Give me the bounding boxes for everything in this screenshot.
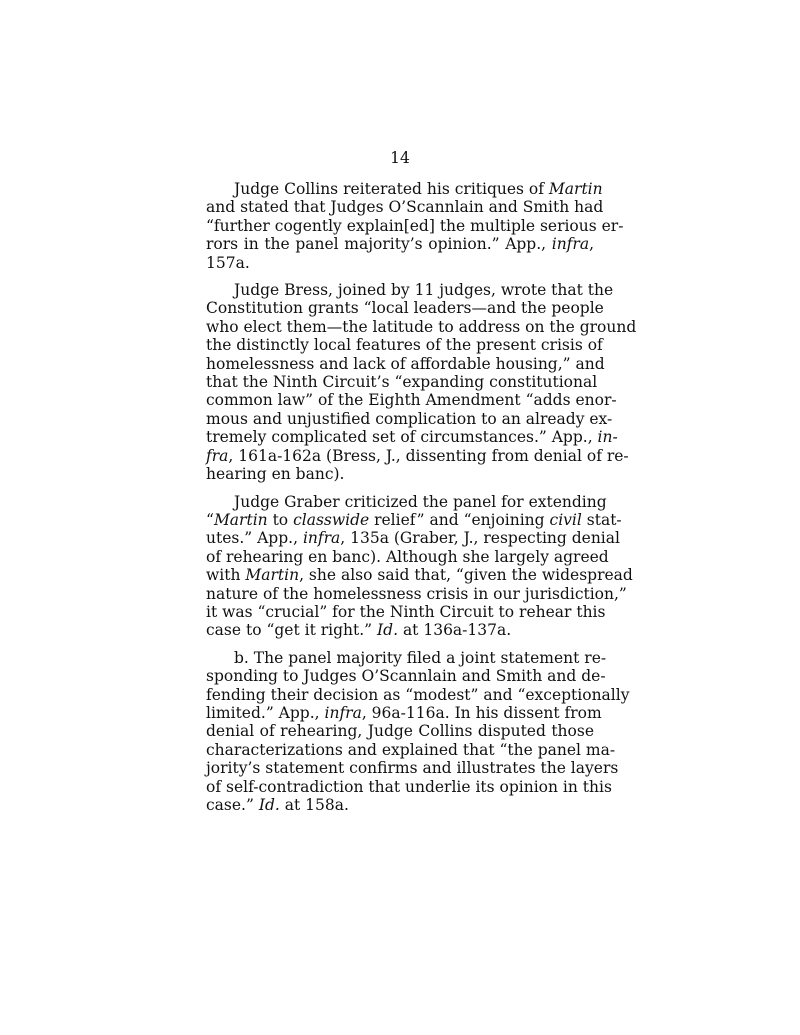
text-run: denial of rehearing, Judge Collins disputed those <box>206 722 594 741</box>
text-run: , <box>589 235 594 254</box>
text-run: hearing en banc). <box>206 465 345 484</box>
text-line <box>206 409 613 428</box>
text-run: to <box>267 510 294 529</box>
text-run: characterizations and explained that “the panel ma- <box>206 740 616 759</box>
text-run: , 96a-116a. In his dissent from <box>361 703 602 722</box>
text-line <box>206 621 594 639</box>
text-line <box>206 602 606 621</box>
italic-run: infra <box>302 529 341 548</box>
text-line <box>206 796 594 814</box>
text-run: relief” and “enjoining <box>369 510 550 529</box>
text-line <box>206 722 594 740</box>
text-run: the distinctly local features of the present crisis of <box>206 336 603 355</box>
italic-run: in- <box>597 428 618 447</box>
text-run: limited.” App., <box>206 703 325 722</box>
text-run: jority’s statement confirms and illustrates the layers <box>206 759 619 778</box>
page-number: 14 <box>390 149 410 167</box>
text-run: 157a. <box>206 253 250 272</box>
text-line <box>206 281 614 300</box>
text-run: at 158a. <box>279 796 349 814</box>
text-line <box>206 254 594 272</box>
body-text <box>206 180 637 823</box>
text-run: , she also said that, “given the widespread <box>299 566 633 585</box>
italic-run: classwide <box>293 510 370 529</box>
text-line <box>206 777 612 796</box>
text-run: case.” <box>206 796 259 814</box>
text-line <box>206 566 633 585</box>
text-line <box>206 584 627 603</box>
text-run: utes.” App., <box>206 529 303 548</box>
text-run: common law” of the Eighth Amendment “adds enor- <box>206 391 617 410</box>
text-line <box>206 667 606 686</box>
text-line <box>206 391 617 410</box>
text-line <box>206 648 607 667</box>
text-line <box>206 446 629 465</box>
text-line <box>206 235 594 253</box>
text-line <box>206 216 624 235</box>
paragraph <box>206 648 630 815</box>
text-run: with <box>206 566 246 585</box>
text-run: “ <box>206 510 214 529</box>
text-line <box>206 317 637 336</box>
text-run: of self-contradiction that underlie its opinion in this <box>206 777 612 796</box>
text-run: sponding to Judges O’Scannlain and Smith and de- <box>206 667 606 686</box>
paragraph <box>206 180 624 272</box>
text-line <box>206 759 619 778</box>
italic-run: Martin <box>548 180 603 198</box>
text-run: who elect them—the latitude to address on the ground <box>206 317 637 336</box>
text-run: nature of the homelessness crisis in our jurisdiction,” <box>206 584 627 603</box>
text-run: it was “crucial” for the Ninth Circuit to rehear this <box>206 602 606 621</box>
text-line <box>206 428 618 447</box>
text-line <box>206 373 598 392</box>
paragraph <box>206 492 633 640</box>
text-line <box>206 703 602 722</box>
text-run: Judge Bress, joined by 11 judges, wrote that the <box>234 281 614 300</box>
text-run: “further cogently explain[ed] the multiple serious er- <box>206 216 624 235</box>
italic-run: Martin <box>245 566 300 585</box>
text-run: tremely complicated set of circumstances.” App., <box>206 428 598 447</box>
text-line <box>206 180 603 198</box>
text-line <box>206 465 594 483</box>
text-line <box>206 299 604 318</box>
italic-run: fra <box>206 446 229 465</box>
text-run: mous and unjustified complication to an already ex- <box>206 409 613 428</box>
text-line <box>206 510 622 529</box>
text-run: Judge Collins reiterated his critiques of <box>234 180 549 198</box>
text-run: stat- <box>581 510 622 529</box>
italic-run: Id. <box>377 621 399 640</box>
text-run: and stated that Judges O’Scannlain and Smith had <box>206 198 604 217</box>
text-run: homelessness and lack of affordable housing,” and <box>206 354 605 373</box>
text-line <box>206 740 616 759</box>
italic-run: Martin <box>213 510 268 529</box>
text-run: Judge Graber criticized the panel for extending <box>234 492 607 511</box>
italic-run: civil <box>549 510 582 529</box>
text-run: fending their decision as “modest” and “exceptionally <box>206 685 630 704</box>
text-run: rors in the panel majority’s opinion.” App., <box>206 235 552 254</box>
text-line <box>206 529 620 548</box>
text-run: Constitution grants “local leaders—and the people <box>206 299 604 318</box>
italic-run: Id. <box>258 796 280 814</box>
text-line <box>206 354 605 373</box>
text-line <box>206 547 609 566</box>
text-run: at 136a-137a. <box>398 621 512 640</box>
text-line <box>206 685 630 704</box>
text-run: of rehearing en banc). Although she largely agreed <box>206 547 609 566</box>
text-run: that the Ninth Circuit’s “expanding constitutional <box>206 373 598 392</box>
text-line <box>206 492 607 511</box>
italic-run: infra <box>324 703 362 722</box>
text-run: , 161a-162a (Bress, J., dissenting from denial of re- <box>228 446 629 465</box>
paragraph <box>206 281 637 484</box>
text-run: , 135a (Graber, J., respecting denial <box>340 529 620 548</box>
text-run: case to “get it right.” <box>206 621 378 640</box>
text-line <box>206 336 603 355</box>
text-run: b. The panel majority filed a joint statement re- <box>234 648 607 667</box>
text-line <box>206 198 604 217</box>
italic-run: infra <box>551 235 590 254</box>
